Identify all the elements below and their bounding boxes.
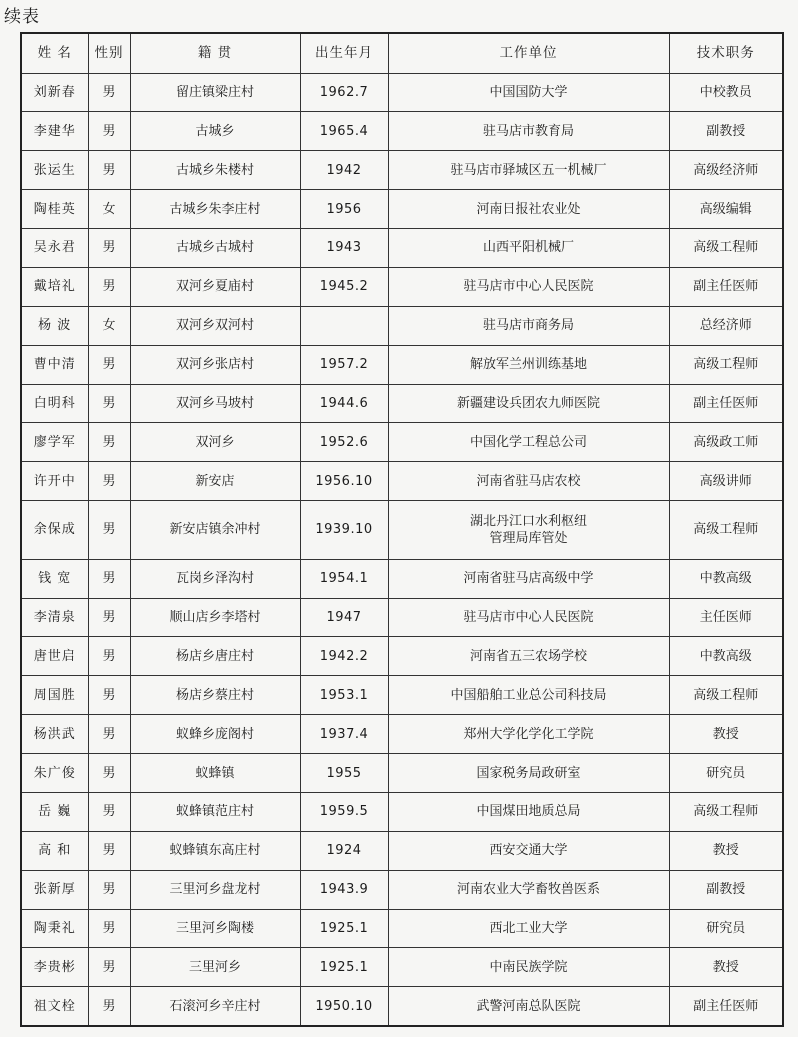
work-unit-line: 河南省五三农场学校 bbox=[469, 648, 587, 664]
cell-work-unit bbox=[388, 462, 669, 501]
cell-job-title: 教授 bbox=[669, 831, 783, 870]
cell-origin: 蚁蜂镇 bbox=[130, 754, 300, 793]
work-unit-line: 武警河南总队医院 bbox=[476, 998, 581, 1014]
cell-birth-date: 1956.10 bbox=[300, 462, 388, 501]
header-birth: 出生年月 bbox=[300, 33, 388, 73]
cell-gender: 男 bbox=[88, 676, 130, 715]
cell-origin: 三里河乡陶楼 bbox=[130, 909, 300, 948]
cell-gender: 男 bbox=[88, 870, 130, 909]
cell-work-unit bbox=[388, 190, 669, 229]
table-row bbox=[21, 715, 783, 754]
work-unit-line: 湖北丹江口水利枢纽 bbox=[469, 513, 587, 529]
work-unit-line: 山西平阳机械厂 bbox=[482, 240, 574, 256]
table-row bbox=[21, 909, 783, 948]
cell-name: 李建华 bbox=[21, 112, 88, 151]
header-work-unit: 工作单位 bbox=[388, 33, 669, 73]
cell-birth-date: 1943 bbox=[300, 229, 388, 268]
cell-job-title: 高级工程师 bbox=[669, 345, 783, 384]
cell-origin: 杨店乡唐庄村 bbox=[130, 637, 300, 676]
cell-job-title: 高级编辑 bbox=[669, 190, 783, 229]
cell-job-title: 中校教员 bbox=[669, 73, 783, 112]
cell-name: 唐世启 bbox=[21, 637, 88, 676]
table-row bbox=[21, 831, 783, 870]
cell-job-title: 副主任医师 bbox=[669, 987, 783, 1026]
cell-work-unit bbox=[388, 870, 669, 909]
cell-gender: 男 bbox=[88, 501, 130, 560]
header-origin: 籍 贯 bbox=[130, 33, 300, 73]
work-unit-line: 解放军兰州训练基地 bbox=[469, 357, 587, 373]
cell-gender: 男 bbox=[88, 637, 130, 676]
cell-gender: 女 bbox=[88, 306, 130, 345]
cell-work-unit bbox=[388, 598, 669, 637]
personnel-table bbox=[20, 32, 784, 1027]
cell-job-title: 研究员 bbox=[669, 909, 783, 948]
cell-name: 高 和 bbox=[21, 831, 88, 870]
work-unit-line: 国家税务局政研室 bbox=[476, 765, 581, 781]
cell-job-title: 副主任医师 bbox=[669, 384, 783, 423]
cell-name: 岳 巍 bbox=[21, 792, 88, 831]
cell-name: 李贵彬 bbox=[21, 948, 88, 987]
cell-work-unit bbox=[388, 229, 669, 268]
cell-origin: 三里河乡 bbox=[130, 948, 300, 987]
cell-gender: 男 bbox=[88, 229, 130, 268]
cell-birth-date bbox=[300, 306, 388, 345]
cell-origin: 古城乡 bbox=[130, 112, 300, 151]
cell-work-unit bbox=[388, 73, 669, 112]
table-row bbox=[21, 987, 783, 1026]
cell-gender: 男 bbox=[88, 151, 130, 190]
cell-work-unit bbox=[388, 559, 669, 598]
cell-name: 白明科 bbox=[21, 384, 88, 423]
cell-origin: 杨店乡蔡庄村 bbox=[130, 676, 300, 715]
cell-name: 祖文栓 bbox=[21, 987, 88, 1026]
cell-gender: 男 bbox=[88, 831, 130, 870]
work-unit-line: 中国国防大学 bbox=[489, 84, 568, 100]
table-row bbox=[21, 423, 783, 462]
work-unit-line: 河南省驻马店高级中学 bbox=[463, 571, 594, 587]
table-body bbox=[21, 73, 783, 1026]
cell-name: 杨洪武 bbox=[21, 715, 88, 754]
cell-origin: 新安店 bbox=[130, 462, 300, 501]
work-unit-line: 驻马店市教育局 bbox=[482, 123, 574, 139]
cell-job-title: 主任医师 bbox=[669, 598, 783, 637]
cell-birth-date: 1943.9 bbox=[300, 870, 388, 909]
work-unit-line: 郑州大学化学化工学院 bbox=[463, 726, 594, 742]
cell-work-unit bbox=[388, 715, 669, 754]
cell-gender: 男 bbox=[88, 423, 130, 462]
cell-gender: 男 bbox=[88, 112, 130, 151]
cell-birth-date: 1942 bbox=[300, 151, 388, 190]
work-unit-line: 西北工业大学 bbox=[489, 921, 568, 937]
cell-origin: 三里河乡盘龙村 bbox=[130, 870, 300, 909]
cell-name: 曹中清 bbox=[21, 345, 88, 384]
cell-work-unit bbox=[388, 345, 669, 384]
cell-origin: 双河乡 bbox=[130, 423, 300, 462]
table-row bbox=[21, 73, 783, 112]
work-unit-line: 西安交通大学 bbox=[489, 843, 568, 859]
cell-gender: 男 bbox=[88, 598, 130, 637]
cell-work-unit bbox=[388, 112, 669, 151]
cell-origin: 顺山店乡李塔村 bbox=[130, 598, 300, 637]
table-row bbox=[21, 229, 783, 268]
cell-birth-date: 1925.1 bbox=[300, 948, 388, 987]
work-unit-line: 河南农业大学畜牧兽医系 bbox=[456, 882, 600, 898]
cell-origin: 古城乡朱李庄村 bbox=[130, 190, 300, 229]
cell-birth-date: 1942.2 bbox=[300, 637, 388, 676]
cell-origin: 古城乡古城村 bbox=[130, 229, 300, 268]
cell-origin: 双河乡张店村 bbox=[130, 345, 300, 384]
cell-job-title: 中教高级 bbox=[669, 559, 783, 598]
cell-job-title: 副主任医师 bbox=[669, 267, 783, 306]
table-row bbox=[21, 501, 783, 560]
cell-birth-date: 1955 bbox=[300, 754, 388, 793]
header-name: 姓 名 bbox=[21, 33, 88, 73]
cell-job-title: 高级工程师 bbox=[669, 676, 783, 715]
table-header bbox=[21, 33, 783, 73]
work-unit-line: 中国化学工程总公司 bbox=[469, 434, 587, 450]
cell-name: 张运生 bbox=[21, 151, 88, 190]
table-row bbox=[21, 948, 783, 987]
table-row bbox=[21, 306, 783, 345]
cell-job-title: 高级讲师 bbox=[669, 462, 783, 501]
cell-birth-date: 1957.2 bbox=[300, 345, 388, 384]
cell-name: 许开中 bbox=[21, 462, 88, 501]
cell-birth-date: 1953.1 bbox=[300, 676, 388, 715]
table-row bbox=[21, 792, 783, 831]
table-row bbox=[21, 345, 783, 384]
cell-origin: 石滚河乡辛庄村 bbox=[130, 987, 300, 1026]
work-unit-line: 中国煤田地质总局 bbox=[476, 804, 581, 820]
cell-gender: 男 bbox=[88, 987, 130, 1026]
cell-job-title: 副教授 bbox=[669, 112, 783, 151]
work-unit-line: 河南省驻马店农校 bbox=[476, 473, 581, 489]
work-unit-line: 驻马店市中心人民医院 bbox=[463, 610, 594, 626]
cell-work-unit bbox=[388, 987, 669, 1026]
cell-work-unit bbox=[388, 909, 669, 948]
cell-name: 朱广俊 bbox=[21, 754, 88, 793]
header-job-title: 技术职务 bbox=[669, 33, 783, 73]
table-row bbox=[21, 112, 783, 151]
table-row bbox=[21, 462, 783, 501]
cell-job-title: 高级经济师 bbox=[669, 151, 783, 190]
cell-origin: 瓦岗乡泽沟村 bbox=[130, 559, 300, 598]
cell-origin: 蚁蜂镇东高庄村 bbox=[130, 831, 300, 870]
cell-gender: 男 bbox=[88, 384, 130, 423]
cell-origin: 双河乡双河村 bbox=[130, 306, 300, 345]
cell-name: 廖学军 bbox=[21, 423, 88, 462]
table-row bbox=[21, 676, 783, 715]
table-row bbox=[21, 559, 783, 598]
table-row bbox=[21, 190, 783, 229]
cell-work-unit bbox=[388, 151, 669, 190]
cell-gender: 男 bbox=[88, 948, 130, 987]
cell-birth-date: 1925.1 bbox=[300, 909, 388, 948]
cell-origin: 留庄镇梁庄村 bbox=[130, 73, 300, 112]
cell-origin: 蚁蜂镇范庄村 bbox=[130, 792, 300, 831]
work-unit-line: 驻马店市驿城区五一机械厂 bbox=[450, 162, 607, 178]
cell-gender: 女 bbox=[88, 190, 130, 229]
work-unit-line: 驻马店市中心人民医院 bbox=[463, 279, 594, 295]
cell-birth-date: 1937.4 bbox=[300, 715, 388, 754]
work-unit-line: 中国船舶工业总公司科技局 bbox=[450, 687, 607, 703]
cell-origin: 双河乡马坡村 bbox=[130, 384, 300, 423]
header-gender: 性别 bbox=[88, 33, 130, 73]
cell-job-title: 高级工程师 bbox=[669, 501, 783, 560]
cell-gender: 男 bbox=[88, 559, 130, 598]
cell-job-title: 教授 bbox=[669, 948, 783, 987]
cell-birth-date: 1944.6 bbox=[300, 384, 388, 423]
cell-work-unit bbox=[388, 676, 669, 715]
work-unit-line: 新疆建设兵团农九师医院 bbox=[456, 395, 600, 411]
cell-gender: 男 bbox=[88, 345, 130, 384]
cell-work-unit bbox=[388, 637, 669, 676]
cell-name: 戴培礼 bbox=[21, 267, 88, 306]
cell-job-title: 高级工程师 bbox=[669, 229, 783, 268]
cell-birth-date: 1965.4 bbox=[300, 112, 388, 151]
cell-work-unit bbox=[388, 792, 669, 831]
cell-gender: 男 bbox=[88, 909, 130, 948]
work-unit-line: 中南民族学院 bbox=[489, 959, 568, 975]
cell-name: 杨 波 bbox=[21, 306, 88, 345]
cell-work-unit bbox=[388, 501, 669, 560]
cell-gender: 男 bbox=[88, 73, 130, 112]
cell-name: 周国胜 bbox=[21, 676, 88, 715]
cell-job-title: 高级政工师 bbox=[669, 423, 783, 462]
cell-gender: 男 bbox=[88, 462, 130, 501]
cell-work-unit bbox=[388, 384, 669, 423]
cell-origin: 蚁蜂乡庞阁村 bbox=[130, 715, 300, 754]
cell-name: 余保成 bbox=[21, 501, 88, 560]
cell-name: 李清泉 bbox=[21, 598, 88, 637]
table-row bbox=[21, 754, 783, 793]
cell-name: 张新厚 bbox=[21, 870, 88, 909]
cell-birth-date: 1952.6 bbox=[300, 423, 388, 462]
cell-name: 陶秉礼 bbox=[21, 909, 88, 948]
cell-work-unit bbox=[388, 831, 669, 870]
cell-name: 刘新春 bbox=[21, 73, 88, 112]
work-unit-line: 驻马店市商务局 bbox=[482, 318, 574, 334]
cell-job-title: 总经济师 bbox=[669, 306, 783, 345]
table-row bbox=[21, 637, 783, 676]
cell-birth-date: 1956 bbox=[300, 190, 388, 229]
table-row bbox=[21, 598, 783, 637]
cell-gender: 男 bbox=[88, 267, 130, 306]
cell-birth-date: 1939.10 bbox=[300, 501, 388, 560]
table-row bbox=[21, 870, 783, 909]
header-row bbox=[21, 33, 783, 73]
cell-work-unit bbox=[388, 306, 669, 345]
cell-birth-date: 1924 bbox=[300, 831, 388, 870]
cell-gender: 男 bbox=[88, 754, 130, 793]
cell-name: 钱 宽 bbox=[21, 559, 88, 598]
cell-name: 陶桂英 bbox=[21, 190, 88, 229]
cell-work-unit bbox=[388, 423, 669, 462]
work-unit-line: 河南日报社农业处 bbox=[476, 201, 581, 217]
cell-gender: 男 bbox=[88, 715, 130, 754]
cell-birth-date: 1945.2 bbox=[300, 267, 388, 306]
cell-job-title: 高级工程师 bbox=[669, 792, 783, 831]
cell-job-title: 中教高级 bbox=[669, 637, 783, 676]
cell-origin: 双河乡夏庙村 bbox=[130, 267, 300, 306]
table-continued-caption: 续表 bbox=[4, 7, 40, 27]
cell-job-title: 副教授 bbox=[669, 870, 783, 909]
cell-job-title: 研究员 bbox=[669, 754, 783, 793]
cell-birth-date: 1959.5 bbox=[300, 792, 388, 831]
cell-birth-date: 1947 bbox=[300, 598, 388, 637]
table-row bbox=[21, 267, 783, 306]
cell-birth-date: 1954.1 bbox=[300, 559, 388, 598]
cell-work-unit bbox=[388, 948, 669, 987]
cell-birth-date: 1962.7 bbox=[300, 73, 388, 112]
cell-work-unit bbox=[388, 754, 669, 793]
table-row bbox=[21, 151, 783, 190]
cell-name: 吴永君 bbox=[21, 229, 88, 268]
cell-origin: 古城乡朱楼村 bbox=[130, 151, 300, 190]
work-unit-line: 管理局库管处 bbox=[489, 530, 568, 546]
cell-origin: 新安店镇余冲村 bbox=[130, 501, 300, 560]
cell-job-title: 教授 bbox=[669, 715, 783, 754]
table-row bbox=[21, 384, 783, 423]
cell-birth-date: 1950.10 bbox=[300, 987, 388, 1026]
cell-work-unit bbox=[388, 267, 669, 306]
cell-gender: 男 bbox=[88, 792, 130, 831]
